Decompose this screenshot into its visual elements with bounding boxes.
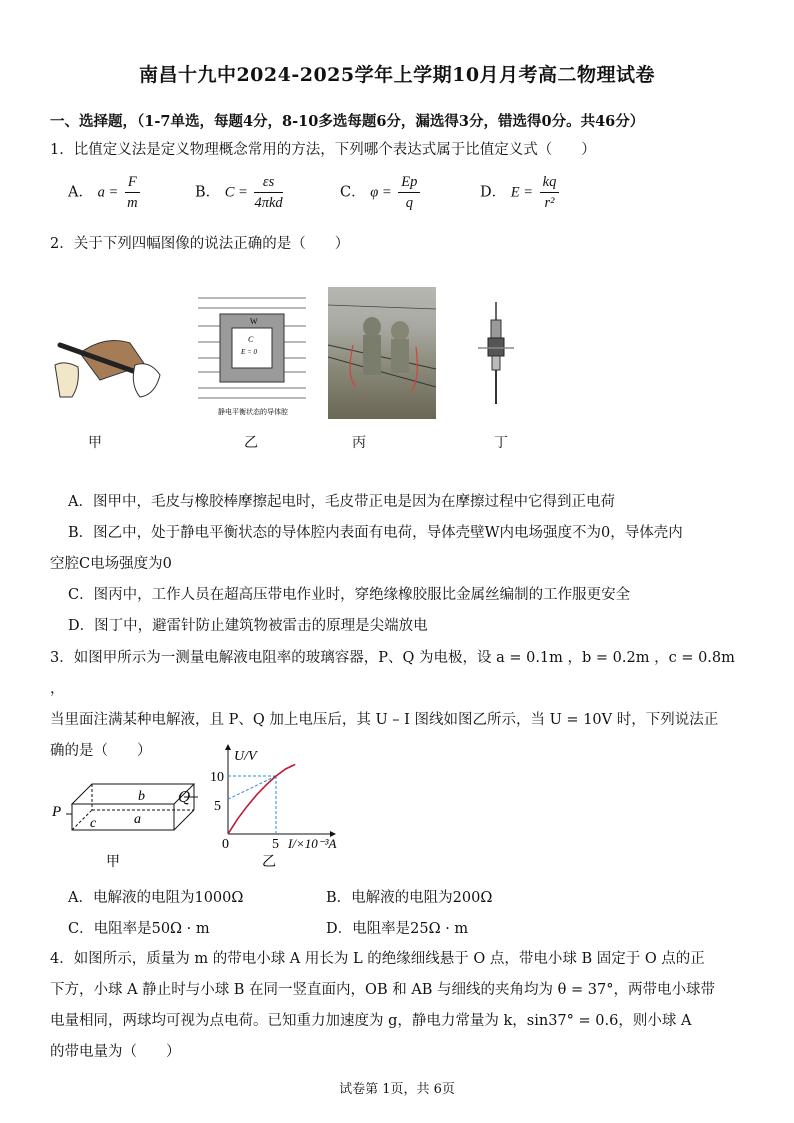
figure-jia-fur-rod [50, 325, 165, 405]
yi-c-label: C [248, 335, 254, 344]
q2-option-a: A．图甲中，毛皮与橡胶棒摩擦起电时，毛皮带正电是因为在摩擦过程中它得到正电荷 [68, 494, 615, 510]
chart-tick-x5: 5 [272, 837, 279, 852]
u-i-curve [228, 764, 295, 834]
q3-line3: 确的是（ ） [50, 743, 152, 759]
q3-jia-caption: 甲 [106, 855, 120, 870]
q3-option-a: A．电解液的电阻为1000Ω [68, 890, 244, 906]
section-heading: 一、选择题，（1-7单选，每题4分，8-10多选每题6分，漏选得3分，错选得0分。共46分） [50, 113, 645, 130]
q2-options [50, 487, 750, 642]
yi-w-label: W [250, 317, 258, 326]
q3-line1: 3．如图甲所示为一测量电解液电阻率的玻璃容器，P、Q 为电极，设 a = 0.1m ，b = 0.2m ，c = 0.8m ， [50, 650, 735, 697]
q4-line2: 下方，小球 A 静止时与小球 B 在同一竖直面内，OB 和 AB 与细线的夹角均为 θ = 37°，两带电小球带 [50, 982, 715, 998]
q2-option-d: D．图丁中，避雷针防止建筑物被雷击的原理是尖端放电 [68, 618, 428, 634]
q3-stem [50, 643, 750, 767]
q3-q-label: Q [178, 788, 191, 806]
q3-b-label: b [138, 789, 145, 804]
figure-q3-yi-chart [208, 742, 358, 870]
q3-option-c: C．电阻率是50Ω · m [68, 921, 210, 937]
chart-tick-y10: 10 [210, 770, 224, 785]
page-footer: 试卷第 1页，共 6页 [339, 1082, 455, 1097]
q1-option-d: D． E = $\frac{kq}{\text{r²}}$ [480, 172, 561, 213]
yi-e-label: E = 0 [241, 348, 257, 356]
caption-yi: 乙 [244, 435, 258, 451]
q2-option-b: B．图乙中，处于静电平衡状态的导体腔内表面有电荷，导体壳壁W内电场强度不为0，导体壳内 [68, 525, 683, 541]
chart-y-label: U/V [234, 749, 257, 764]
chart-tick-y5: 5 [214, 799, 221, 814]
q4-line4: 的带电量为（ ） [50, 1044, 181, 1060]
q4-line3: 电量相同，两球均可视为点电荷。已知重力加速度为 g，静电力常量为 k，sin37° = 0.6，则小球 A [50, 1013, 692, 1029]
q2-option-c: C．图丙中，工作人员在超高压带电作业时，穿绝缘橡胶服比金属丝编制的工作服更安全 [68, 587, 631, 603]
q3-option-d: D．电阻率是25Ω · m [326, 921, 469, 937]
chart-x-label: I/×10⁻³A [288, 836, 337, 851]
caption-ding: 丁 [494, 435, 508, 451]
q4-stem [50, 944, 750, 1068]
q3-line2: 当里面注满某种电解液，且 P、Q 加上电压后，其 U – I 图线如图乙所示，当 U = 10V 时，下列说法正 [50, 712, 719, 728]
q4-line1: 4．如图所示，质量为 m 的带电小球 A 用长为 L 的绝缘细线悬于 O 点，带电小球 B 固定于 O 点的正 [50, 951, 705, 967]
q3-option-b: B．电解液的电阻为200Ω [326, 890, 493, 906]
q2-stem: 2．关于下列四幅图像的说法正确的是（ ） [50, 236, 350, 252]
tangent-line [228, 776, 276, 799]
q2-option-b-cont: 空腔C电场强度为0 [50, 556, 172, 572]
q1-option-b: B． C = $\frac{\varepsilon s}{\text{4πkd}}$ [195, 174, 283, 211]
q3-a-label: a [134, 812, 141, 827]
caption-bing: 丙 [352, 435, 366, 451]
caption-jia: 甲 [88, 435, 102, 451]
chart-caption: 乙 [262, 855, 276, 870]
figure-yi-conductor-cavity [196, 292, 308, 420]
figure-ding-lightning-rod [476, 300, 516, 410]
figure-q3-jia-container [48, 770, 198, 870]
q3-c-label: c [90, 816, 97, 831]
figure-bing-photo [328, 287, 436, 419]
chart-tick-x0: 0 [222, 837, 229, 852]
q3-p-label: P [52, 804, 62, 820]
yi-small-caption: 静电平衡状态的导体腔 [218, 408, 288, 416]
q1-option-a: A． a = $\frac{F}{m}$ [68, 172, 142, 213]
q1-option-c: C． φ = $\frac{Ep}{q}$ [340, 172, 422, 213]
q1-stem: 1．比值定义法是定义物理概念常用的方法，下列哪个表达式属于比值定义式（ ） [50, 142, 596, 158]
paper-title: 南昌十九中2024-2025学年上学期10月月考高二物理试卷 [138, 64, 656, 86]
